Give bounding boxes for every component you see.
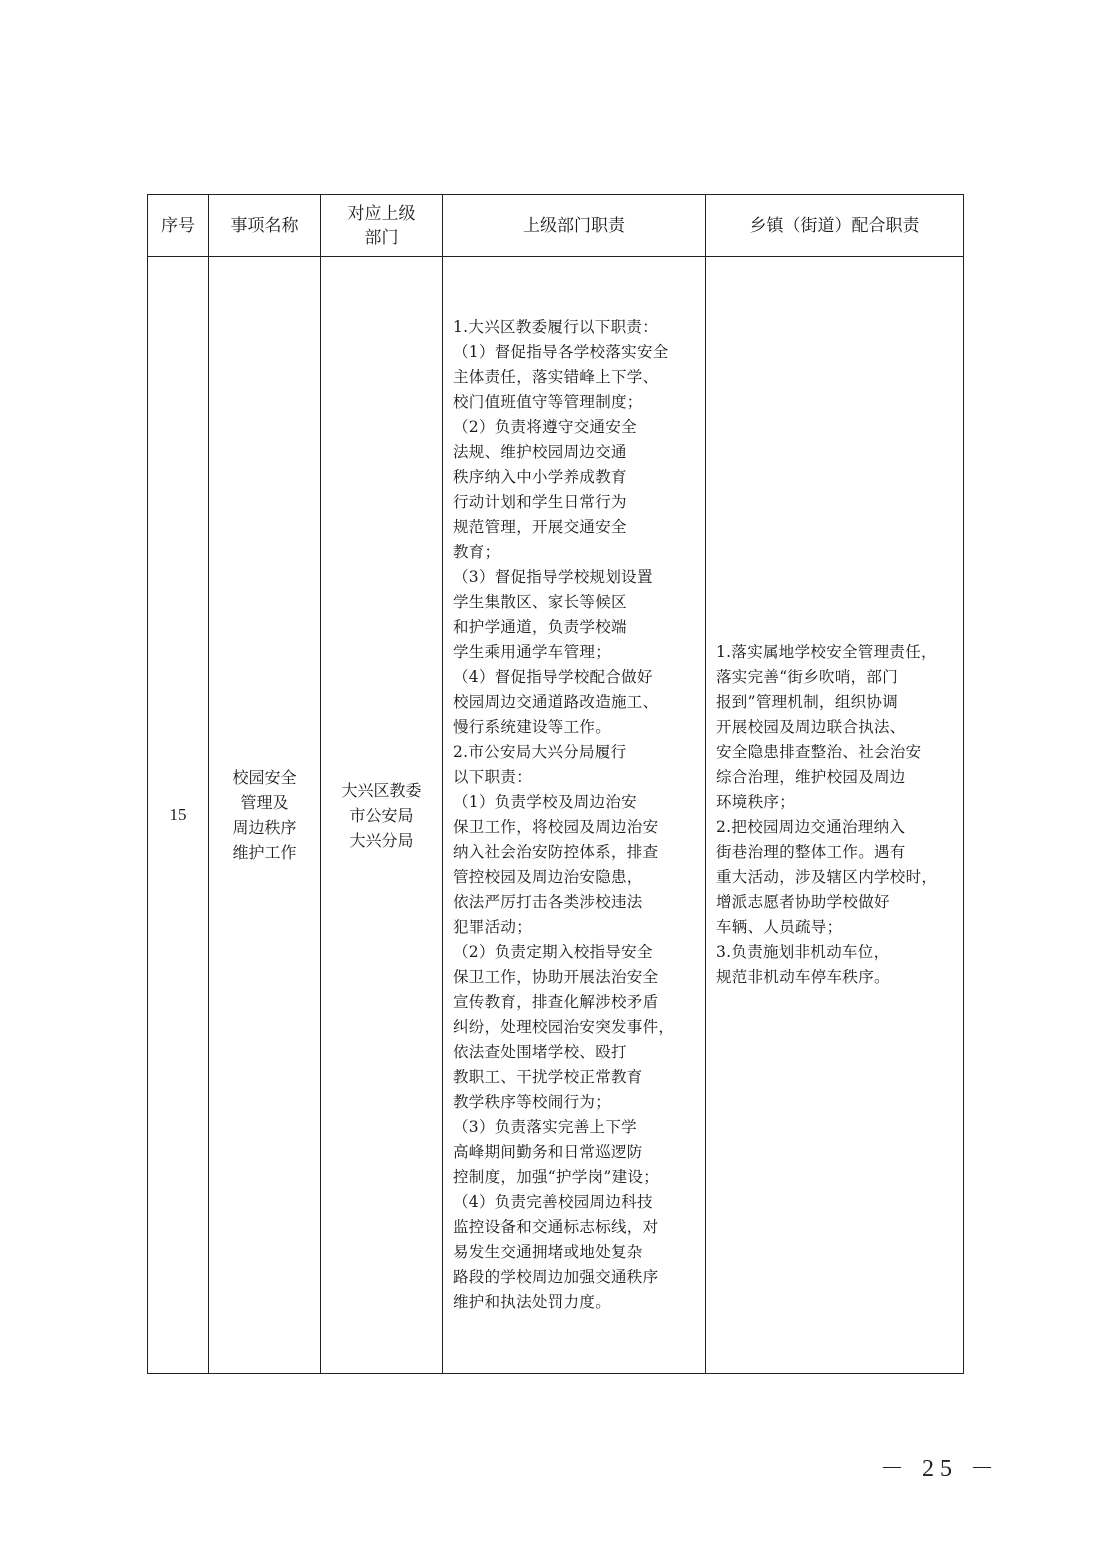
text-line: （3）负责落实完善上下学 xyxy=(453,1118,637,1136)
item-name-line: 校园安全 xyxy=(232,768,297,787)
text-line: 和护学通道，负责学校端 xyxy=(453,618,627,636)
page-number: － 25 － xyxy=(880,1456,1000,1482)
text-line: （2）负责定期入校指导安全 xyxy=(453,943,653,961)
text-line: 增派志愿者协助学校做好 xyxy=(716,893,890,911)
text-line: （4）负责完善校园周边科技 xyxy=(453,1193,653,1211)
text-line: 1.落实属地学校安全管理责任， xyxy=(716,643,937,661)
item-name-line: 管理及 xyxy=(240,793,289,812)
text-line: 依法严厉打击各类涉校违法 xyxy=(453,893,643,911)
duty-table xyxy=(147,194,964,1374)
header-dept-line: 对应上级 xyxy=(347,203,416,224)
row-superior-dept xyxy=(321,257,443,1374)
text-line: 环境秩序； xyxy=(716,793,796,811)
dept-line: 大兴分局 xyxy=(349,830,414,850)
text-line: 街巷治理的整体工作。遇有 xyxy=(716,843,906,861)
text-line: 秩序纳入中小学养成教育 xyxy=(453,468,627,486)
text-line: 行动计划和学生日常行为 xyxy=(453,493,627,511)
text-line: 学生集散区、家长等候区 xyxy=(453,593,627,611)
header-dept xyxy=(321,195,443,257)
text-line: 主体责任，落实错峰上下学、 xyxy=(453,368,659,386)
text-line: （4）督促指导学校配合做好 xyxy=(453,668,653,686)
header-name: 事项名称 xyxy=(209,195,321,257)
text-line: 以下职责： xyxy=(453,768,533,786)
text-line: 易发生交通拥堵或地处复杂 xyxy=(453,1243,643,1261)
text-line: 2.把校园周边交通治理纳入 xyxy=(716,818,906,836)
text-line: 规范非机动车停车秩序。 xyxy=(716,968,890,986)
text-line: 规范管理，开展交通安全 xyxy=(453,518,627,536)
text-line: 纳入社会治安防控体系，排查 xyxy=(453,843,659,861)
text-line: 路段的学校周边加强交通秩序 xyxy=(453,1268,659,1286)
text-line: 1.大兴区教委履行以下职责： xyxy=(453,318,658,336)
text-line: 犯罪活动； xyxy=(453,918,533,936)
text-line: 法规、维护校园周边交通 xyxy=(453,443,627,461)
text-line: 车辆、人员疏导； xyxy=(716,918,843,936)
text-line: （1）督促指导各学校落实安全 xyxy=(453,343,669,361)
text-line: 2.市公安局大兴分局履行 xyxy=(453,743,627,761)
text-line: 开展校园及周边联合执法、 xyxy=(716,718,906,736)
row-item-name xyxy=(209,257,321,1374)
item-name-line: 维护工作 xyxy=(232,843,297,862)
text-line: 教职工、干扰学校正常教育 xyxy=(453,1068,643,1086)
text-line: 监控设备和交通标志标线，对 xyxy=(453,1218,659,1236)
header-dept-line: 部门 xyxy=(364,227,399,248)
text-line: 宣传教育，排查化解涉校矛盾 xyxy=(453,993,659,1011)
superior-duties-text xyxy=(443,315,705,1315)
text-line: 慢行系统建设等工作。 xyxy=(453,718,612,736)
header-num: 序号 xyxy=(148,195,209,257)
text-line: 重大活动，涉及辖区内学校时， xyxy=(716,868,938,886)
header-superior: 上级部门职责 xyxy=(443,195,706,257)
text-line: 管控校园及周边治安隐患， xyxy=(453,868,643,886)
row-superior-duties xyxy=(443,257,706,1374)
row-num: 15 xyxy=(148,257,209,1374)
text-line: 保卫工作，协助开展法治安全 xyxy=(453,968,659,986)
text-line: 报到”管理机制，组织协调 xyxy=(716,693,899,711)
text-line: 保卫工作，将校园及周边治安 xyxy=(453,818,659,836)
text-line: 落实完善“街乡吹哨，部门 xyxy=(716,668,899,686)
dept-line: 大兴区教委 xyxy=(341,780,422,800)
text-line: 控制度，加强“护学岗”建设； xyxy=(453,1168,660,1186)
text-line: 纠纷，处理校园治安突发事件， xyxy=(453,1018,675,1036)
item-name-line: 周边秩序 xyxy=(232,818,297,837)
text-line: （1）负责学校及周边治安 xyxy=(453,793,637,811)
text-line: 3.负责施划非机动车位， xyxy=(716,943,890,961)
text-line: 维护和执法处罚力度。 xyxy=(453,1293,612,1311)
text-line: 学生乘用通学车管理； xyxy=(453,643,612,661)
township-duties-text xyxy=(706,640,963,990)
row-township-duties xyxy=(706,257,964,1374)
text-line: 教育； xyxy=(453,543,501,561)
text-line: （3）督促指导学校规划设置 xyxy=(453,568,653,586)
text-line: 校园周边交通道路改造施工、 xyxy=(453,693,659,711)
text-line: 教学秩序等校闹行为； xyxy=(453,1093,612,1111)
text-line: 校门值班值守等管理制度； xyxy=(453,393,643,411)
text-line: （2）负责将遵守交通安全 xyxy=(453,418,637,436)
header-township: 乡镇（街道）配合职责 xyxy=(706,195,964,257)
text-line: 高峰期间勤务和日常巡逻防 xyxy=(453,1143,643,1161)
text-line: 安全隐患排查整治、社会治安 xyxy=(716,743,922,761)
text-line: 依法查处围堵学校、殴打 xyxy=(453,1043,627,1061)
table-header-row xyxy=(148,195,964,257)
dept-line: 市公安局 xyxy=(349,805,414,825)
table-row xyxy=(148,257,964,1374)
text-line: 综合治理，维护校园及周边 xyxy=(716,768,906,786)
